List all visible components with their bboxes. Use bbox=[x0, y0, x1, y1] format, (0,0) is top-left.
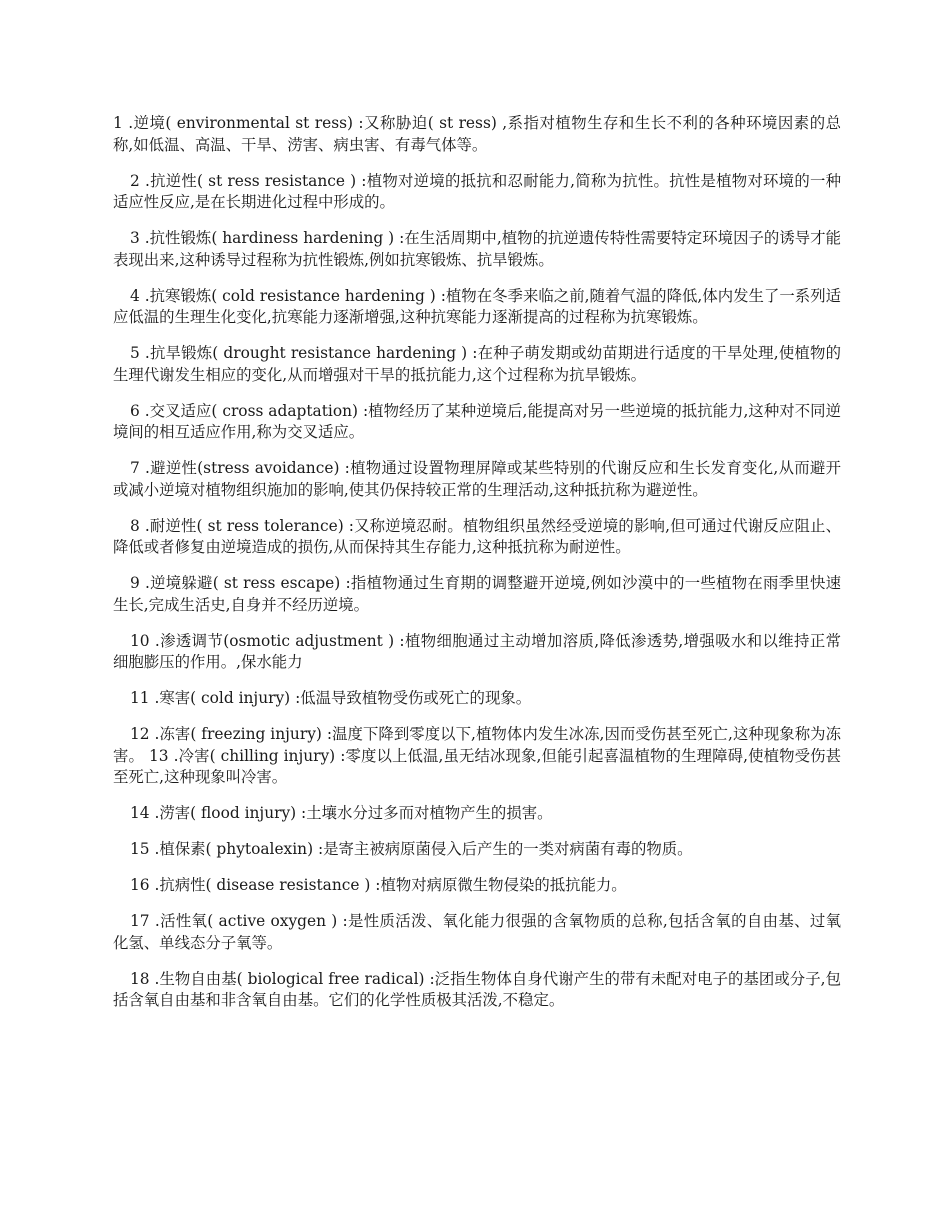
definition-paragraph-5: 5 .抗旱锻炼( drought resistance hardening ) :在种子萌发期或幼苗期进行适度的干旱处理,使植物的生理代谢发生相应的变化,从而增强对干旱的抵抗能力,这个过程称为抗旱锻炼。 bbox=[113, 344, 841, 384]
definition-paragraph-7: 7 .避逆性(stress avoidance) :植物通过设置物理屏障或某些特别的代谢反应和生长发育变化,从而避开或减小逆境对植物组织施加的影响,使其仍保持较正常的生理活动,这种抵抗称为避逆性。 bbox=[113, 459, 841, 499]
definition-paragraph-1: 1 .逆境( environmental st ress) :又称胁迫( st ress) ,系指对植物生存和生长不利的各种环境因素的总称,如低温、高温、干旱、涝害、病虫害、有毒气体等。 bbox=[113, 114, 841, 154]
definition-paragraph-11: 11 .寒害( cold injury) :低温导致植物受伤或死亡的现象。 bbox=[130, 689, 532, 707]
definition-paragraph-17: 17 .活性氧( active oxygen ) :是性质活泼、氧化能力很强的含氧物质的总称,包括含氧的自由基、过氧化氢、单线态分子氧等。 bbox=[113, 912, 841, 952]
definition-paragraph-18: 18 .生物自由基( biological free radical) :泛指生物体自身代谢产生的带有未配对电子的基团或分子,包括含氧自由基和非含氧自由基。它们的化学性质极其活泼,不稳定。 bbox=[113, 969, 841, 1009]
definition-paragraph-9: 9 .逆境躲避( st ress escape) :指植物通过生育期的调整避开逆境,例如沙漠中的一些植物在雨季里快速生长,完成生活史,自身并不经历逆境。 bbox=[113, 574, 841, 614]
definition-paragraph-2: 2 .抗逆性( st ress resistance ) :植物对逆境的抵抗和忍耐能力,简称为抗性。抗性是植物对环境的一种适应性反应,是在长期进化过程中形成的。 bbox=[113, 171, 841, 211]
definition-paragraph-10: 10 .渗透调节(osmotic adjustment ) :植物细胞通过主动增加溶质,降低渗透势,增强吸水和以维持正常细胞膨压的作用。,保水能力 bbox=[113, 631, 841, 671]
definition-paragraph-14: 14 .涝害( flood injury) :土壤水分过多而对植物产生的损害。 bbox=[130, 804, 553, 822]
definition-paragraph-15: 15 .植保素( phytoalexin) :是寄主被病原菌侵入后产生的一类对病菌有毒的物质。 bbox=[130, 840, 693, 858]
definition-paragraph-12: 12 .冻害( freezing injury) :温度下降到零度以下,植物体内发生冰冻,因而受伤甚至死亡,这种现象称为冻害。 13 .冷害( chilling injury) :零度以上低温,虽无结冰现象,但能引起喜温植物的生理障碍,使植物受伤甚至死亡,这种现象叫冷害。 bbox=[113, 725, 841, 786]
definition-paragraph-16: 16 .抗病性( disease resistance ) :植物对病原微生物侵染的抵抗能力。 bbox=[130, 876, 627, 894]
definition-paragraph-8: 8 .耐逆性( st ress tolerance) :又称逆境忍耐。植物组织虽然经受逆境的影响,但可通过代谢反应阻止、降低或者修复由逆境造成的损伤,从而保持其生存能力,这种抵抗称为耐逆性。 bbox=[113, 516, 841, 556]
document-body bbox=[113, 113, 841, 1026]
definition-paragraph-3: 3 .抗性锻炼( hardiness hardening ) :在生活周期中,植物的抗逆遗传特性需要特定环境因子的诱导才能表现出来,这种诱导过程称为抗性锻炼,例如抗寒锻炼、抗旱锻炼。 bbox=[113, 229, 841, 269]
definition-paragraph-6: 6 .交叉适应( cross adaptation) :植物经历了某种逆境后,能提高对另一些逆境的抵抗能力,这种对不同逆境间的相互适应作用,称为交叉适应。 bbox=[113, 401, 841, 441]
definition-paragraph-4: 4 .抗寒锻炼( cold resistance hardening ) :植物在冬季来临之前,随着气温的降低,体内发生了一系列适应低温的生理生化变化,抗寒能力逐渐增强,这种抗寒能力逐渐提高的过程称为抗寒锻炼。 bbox=[113, 286, 841, 326]
